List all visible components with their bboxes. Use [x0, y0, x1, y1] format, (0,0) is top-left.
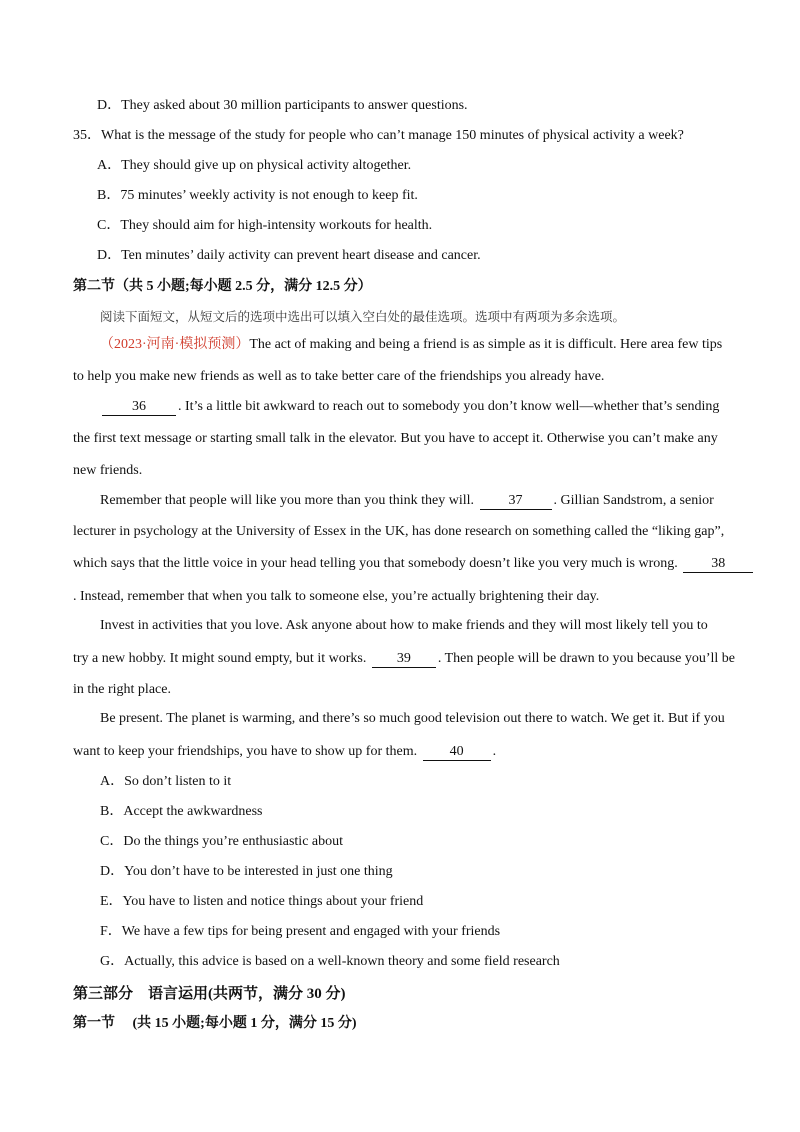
- p1-text: The act of making and being a friend is as simple as it is difficult. Here area few tips: [249, 337, 723, 352]
- q35-stem: 35．What is the message of the study for people who can’t manage 150 minutes of physical activity a week?: [73, 128, 684, 143]
- passage-p4-line1: Invest in activities that you love. Ask anyone about how to make friends and they will most likely tell you to: [100, 618, 708, 633]
- passage-p5-line1: Be present. The planet is warming, and there’s so much good television out there to watch. We get it. But if you: [100, 711, 725, 726]
- p4-text-a: try a new hobby. It might sound empty, but it works.: [73, 651, 367, 666]
- option-d: D．You don’t have to be interested in just one thing: [100, 864, 393, 879]
- option-a: A．So don’t listen to it: [100, 774, 232, 789]
- q35-option-d: D．Ten minutes’ daily activity can prevent heart disease and cancer.: [97, 248, 481, 263]
- p3-text-c: which says that the little voice in your head telling you that somebody doesn’t like you very much is wrong.: [73, 556, 678, 571]
- passage-p5-line2: [73, 743, 496, 761]
- passage-p3-line3: [73, 555, 755, 573]
- blank-36[interactable]: 36: [102, 399, 176, 416]
- passage-p3-line4: . Instead, remember that when you talk to someone else, you’re actually brightening their day.: [73, 589, 600, 604]
- section2-heading: 第二节（共 5 小题;每小题 2.5 分，满分 12.5 分）: [73, 279, 372, 294]
- q35-option-a: A．They should give up on physical activity altogether.: [97, 158, 412, 173]
- blank-38[interactable]: 38: [683, 556, 753, 573]
- section2-instruction: 阅读下面短文，从短文后的选项中选出可以填入空白处的最佳选项。选项中有两项为多余选项。: [100, 310, 626, 324]
- source-tag: （2023·河南·模拟预测）: [100, 337, 250, 352]
- p3-text-b: . Gillian Sandstrom, a senior: [553, 493, 714, 508]
- passage-p4-line3: in the right place.: [73, 682, 171, 697]
- passage-p3-line2: lecturer in psychology at the University of Essex in the UK, has done research on something called the “liking gap”,: [73, 524, 725, 539]
- q35-option-c: C．They should aim for high-intensity workouts for health.: [97, 218, 433, 233]
- p4-text-b: . Then people will be drawn to you because you’ll be: [437, 651, 735, 666]
- q34-option-d: D．They asked about 30 million participants to answer questions.: [97, 98, 468, 113]
- p2-text: . It’s a little bit awkward to reach out to somebody you don’t know well—whether that’s sending: [178, 399, 720, 414]
- p5-text: want to keep your friendships, you have to show up for them.: [73, 744, 418, 759]
- p5-end: .: [492, 744, 497, 759]
- passage-p2-line1: [100, 398, 719, 416]
- passage-p2-line3: new friends.: [73, 463, 143, 478]
- passage-p3-line1: [100, 492, 714, 510]
- option-c: C．Do the things you’re enthusiastic about: [100, 834, 344, 849]
- q35-option-b: B．75 minutes’ weekly activity is not enough to keep fit.: [97, 188, 418, 203]
- p3-text-a: Remember that people will like you more than you think they will.: [100, 493, 475, 508]
- blank-39[interactable]: 39: [372, 651, 436, 668]
- passage-p1-line2: to help you make new friends as well as to take better care of the friendships you already have.: [73, 369, 605, 384]
- option-b: B．Accept the awkwardness: [100, 804, 263, 819]
- blank-40[interactable]: 40: [423, 744, 491, 761]
- passage-p4-line2: [73, 650, 735, 668]
- option-g: G．Actually, this advice is based on a well-known theory and some field research: [100, 954, 560, 969]
- option-f: F．We have a few tips for being present and engaged with your friends: [100, 924, 501, 939]
- passage-p1-line1: [100, 336, 722, 354]
- passage-p2-line2: the first text message or starting small talk in the elevator. But you have to accept it. Otherwise you can’t make any: [73, 431, 718, 446]
- part3-section1-heading: 第一节 (共 15 小题;每小题 1 分，满分 15 分): [73, 1016, 357, 1031]
- part3-heading: 第三部分 语言运用(共两节，满分 30 分): [73, 986, 346, 1002]
- blank-37[interactable]: 37: [480, 493, 552, 510]
- option-e: E．You have to listen and notice things about your friend: [100, 894, 424, 909]
